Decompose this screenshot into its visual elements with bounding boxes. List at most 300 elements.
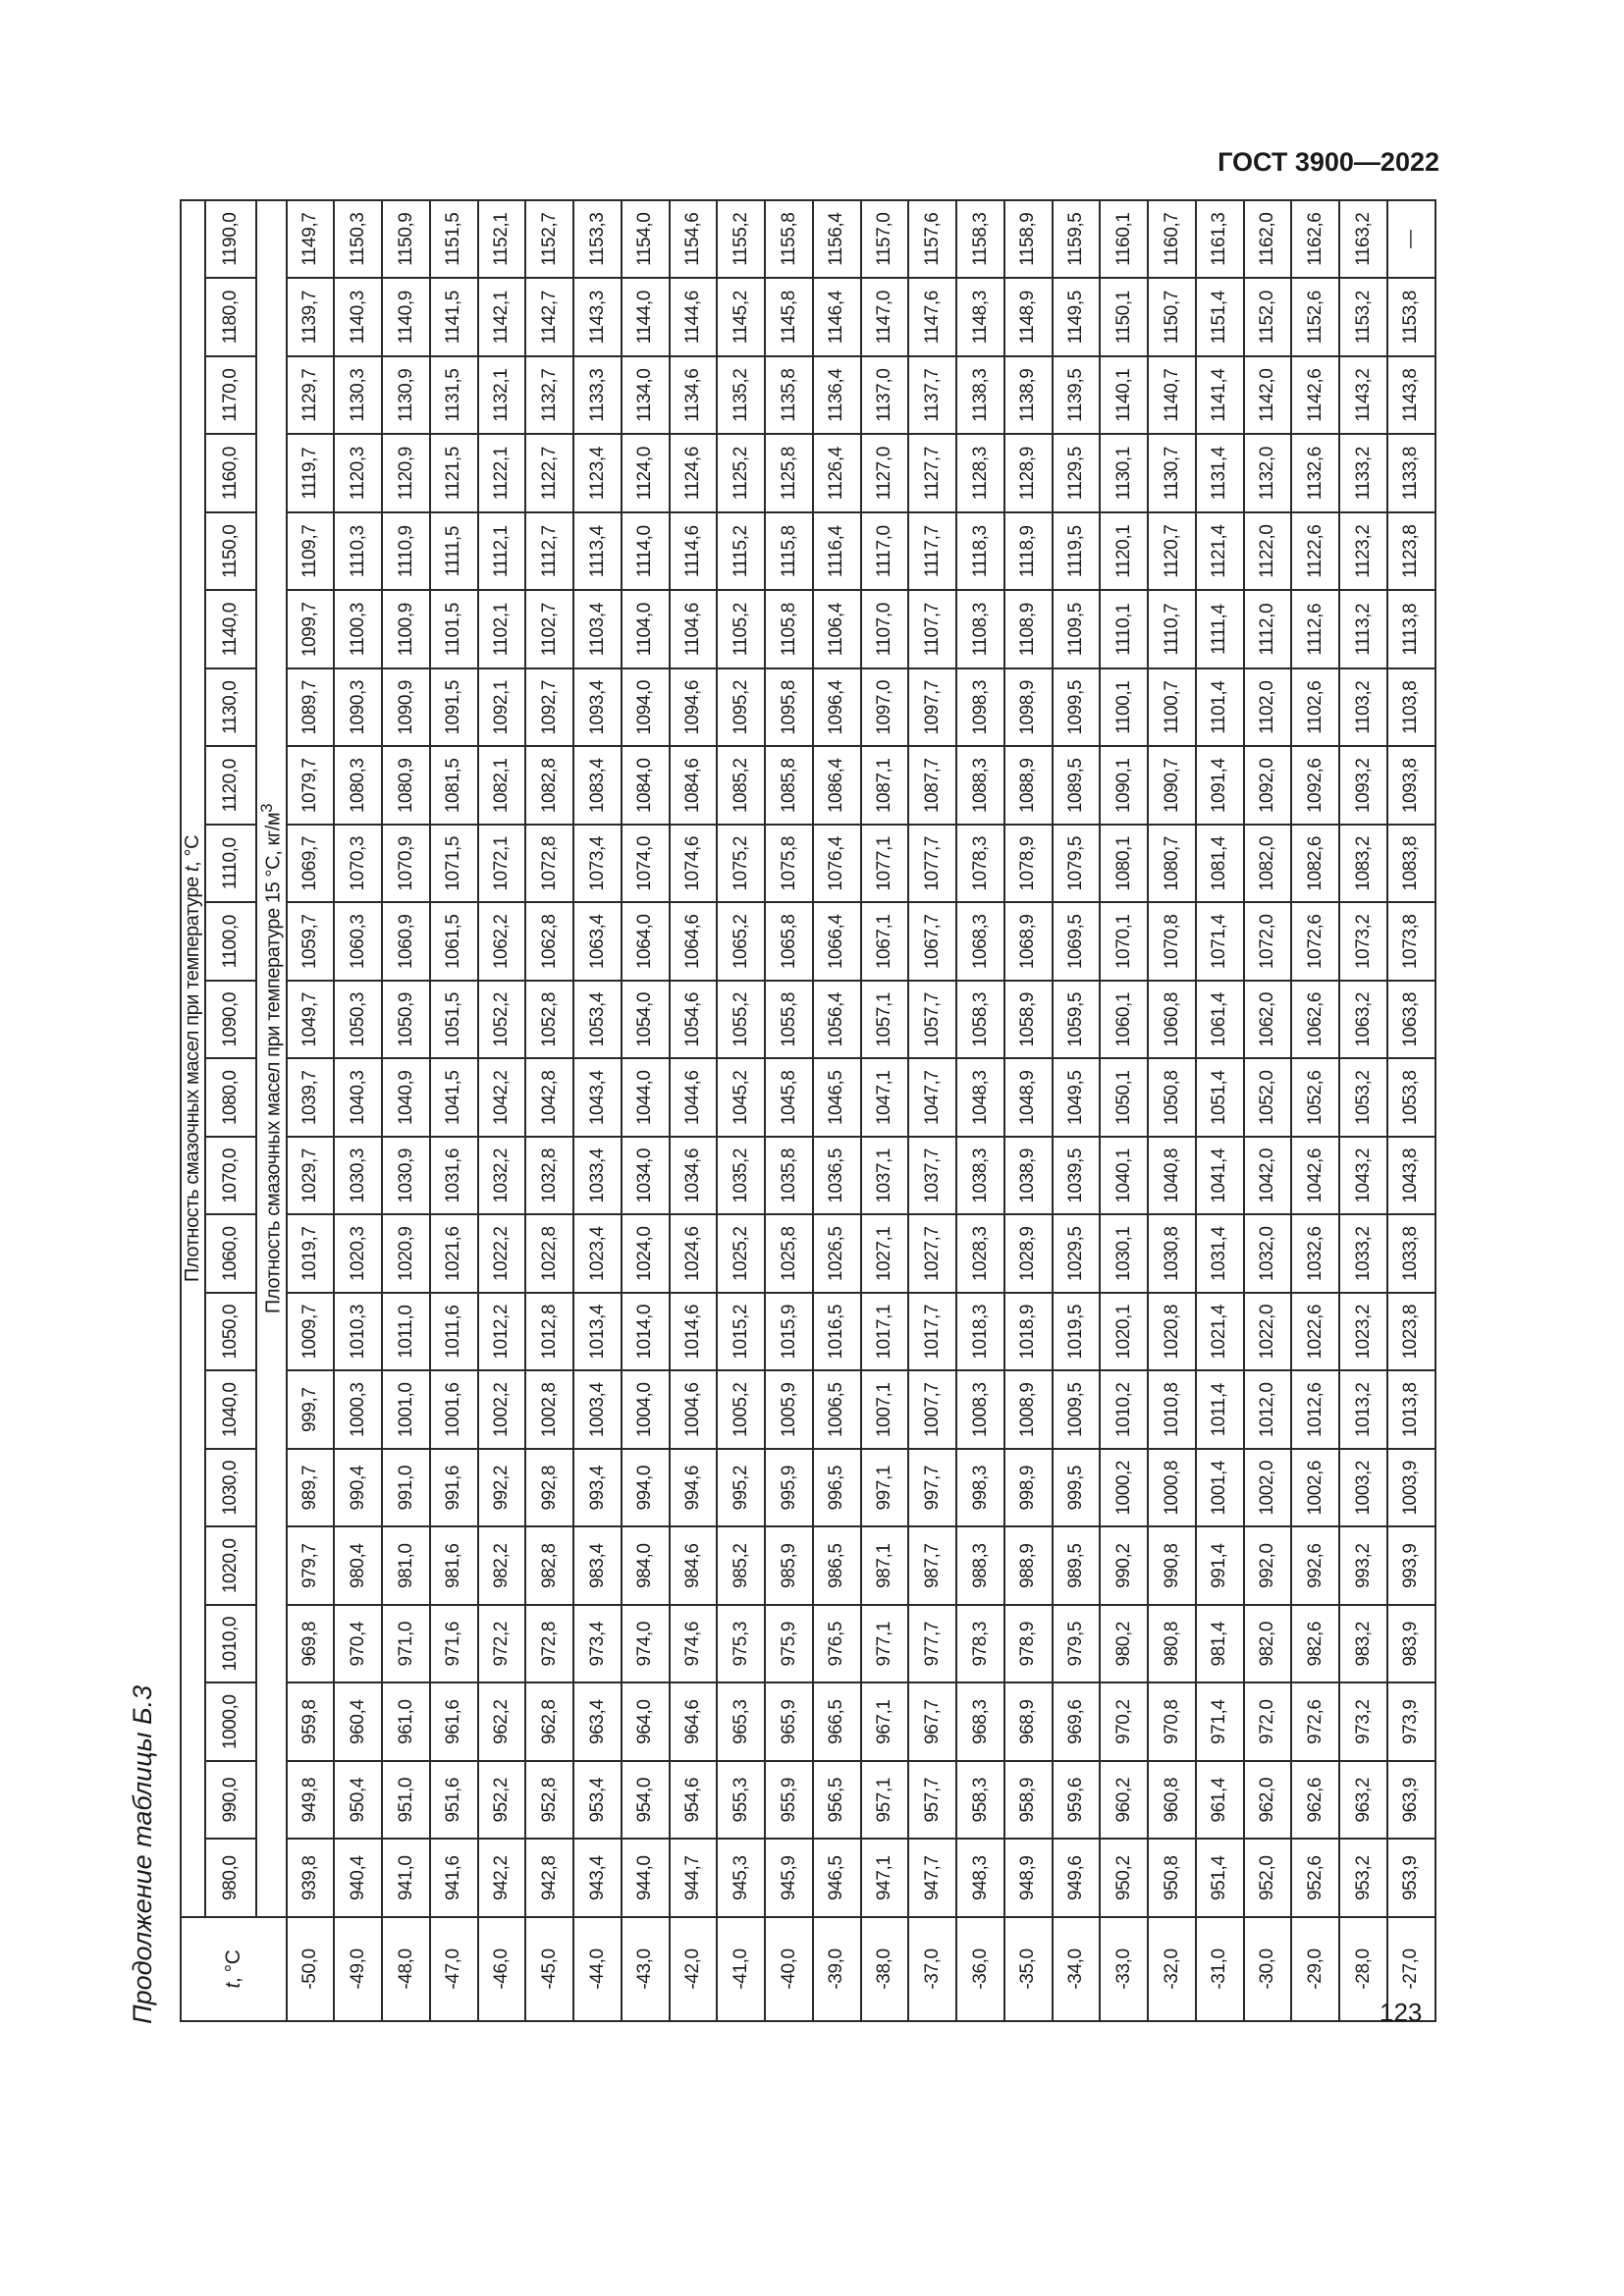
- density-cell: 1037,1: [861, 1137, 909, 1215]
- density-cell: 1129,5: [1053, 435, 1101, 513]
- density-cell: 973,4: [573, 1605, 622, 1683]
- density-cell: 1143,8: [1387, 356, 1435, 435]
- temperature-cell: -31,0: [1196, 1917, 1244, 2021]
- density-cell: 989,5: [1053, 1527, 1101, 1606]
- density-cell: 1047,7: [908, 1059, 956, 1138]
- density-cell: 1114,0: [622, 512, 670, 591]
- density-cell: 1003,9: [1387, 1449, 1435, 1527]
- density-cell: 1150,1: [1100, 279, 1148, 357]
- density-cell: 1073,2: [1339, 903, 1387, 982]
- density-cell: 961,0: [382, 1683, 430, 1762]
- density-cell: 1118,3: [956, 512, 1004, 591]
- density-cell: 1062,8: [525, 903, 573, 982]
- density-cell: 1153,2: [1339, 279, 1387, 357]
- density-cell: 969,8: [287, 1605, 335, 1683]
- temperature-cell: -45,0: [525, 1917, 573, 2021]
- density-cell: 988,9: [1004, 1527, 1053, 1606]
- density-cell: 983,2: [1339, 1605, 1387, 1683]
- density-cell: 1099,5: [1053, 668, 1101, 747]
- density-cell: 1126,4: [813, 435, 861, 513]
- density-cell: 1091,4: [1196, 747, 1244, 826]
- density-cell: 1044,6: [670, 1059, 718, 1138]
- density-cell: 952,2: [478, 1761, 526, 1840]
- density-cell: 997,7: [908, 1449, 956, 1527]
- column-header: 1030,0: [205, 1449, 256, 1527]
- density-cell: 946,5: [813, 1840, 861, 1918]
- density-cell: 1101,5: [430, 591, 478, 669]
- density-cell: 1133,2: [1339, 435, 1387, 513]
- density-cell: 1003,4: [573, 1371, 622, 1450]
- column-header-row: [205, 200, 256, 2021]
- density-cell: 968,9: [1004, 1683, 1053, 1762]
- density-cell: 1110,3: [334, 512, 382, 591]
- density-cell: 1061,5: [430, 903, 478, 982]
- temperature-header-unit: , °С: [221, 1949, 244, 1984]
- density-cell: 1083,8: [1387, 825, 1435, 903]
- density-cell: 1003,2: [1339, 1449, 1387, 1527]
- density-cell: 979,7: [287, 1527, 335, 1606]
- standard-code: ГОСТ 3900—2022: [1218, 147, 1439, 177]
- density-cell: 992,8: [525, 1449, 573, 1527]
- density-cell: 1011,0: [382, 1293, 430, 1371]
- density-cell: 1032,0: [1244, 1215, 1292, 1294]
- density-cell: 1071,4: [1196, 903, 1244, 982]
- density-cell: 1019,7: [287, 1215, 335, 1294]
- column-header: 1170,0: [205, 356, 256, 435]
- density-cell: 1019,5: [1053, 1293, 1101, 1371]
- temperature-cell: -33,0: [1100, 1917, 1148, 2021]
- density-cell: 945,9: [765, 1840, 813, 1918]
- density-cell: 1050,9: [382, 981, 430, 1059]
- density-cell: 1052,2: [478, 981, 526, 1059]
- temperature-cell: -47,0: [430, 1917, 478, 2021]
- density-cell: 1142,7: [525, 279, 573, 357]
- density-cell: 943,4: [573, 1840, 622, 1918]
- density-cell: 1138,3: [956, 356, 1004, 435]
- density-cell: 949,6: [1053, 1840, 1101, 1918]
- density-cell: 1032,6: [1291, 1215, 1339, 1294]
- density-cell: 951,0: [382, 1761, 430, 1840]
- density-cell: 1045,8: [765, 1059, 813, 1138]
- density-cell: 1023,2: [1339, 1293, 1387, 1371]
- density-cell: 1020,3: [334, 1215, 382, 1294]
- density-table-rotated: [180, 212, 1436, 2022]
- density-cell: 954,6: [670, 1761, 718, 1840]
- density-cell: 959,6: [1053, 1761, 1101, 1840]
- density-cell: 1083,2: [1339, 825, 1387, 903]
- density-cell: 995,9: [765, 1449, 813, 1527]
- density-cell: 1139,7: [287, 279, 335, 357]
- density-cell: 1124,6: [670, 435, 718, 513]
- density-cell: 1080,9: [382, 747, 430, 826]
- density-cell: 981,6: [430, 1527, 478, 1606]
- density-cell: 1033,2: [1339, 1215, 1387, 1294]
- density-cell: 1035,8: [765, 1137, 813, 1215]
- density-cell: 1137,7: [908, 356, 956, 435]
- density-cell: 1002,8: [525, 1371, 573, 1450]
- density-cell: 1135,2: [717, 356, 765, 435]
- density-cell: 1053,4: [573, 981, 622, 1059]
- density-cell: 1132,7: [525, 356, 573, 435]
- density-cell: 1145,2: [717, 279, 765, 357]
- density-cell: 1005,9: [765, 1371, 813, 1450]
- density-cell: 973,2: [1339, 1683, 1387, 1762]
- density-cell: 1100,3: [334, 591, 382, 669]
- density-cell: 1030,1: [1100, 1215, 1148, 1294]
- density-cell: 1152,0: [1244, 279, 1292, 357]
- density-cell: 1029,5: [1053, 1215, 1101, 1294]
- density-cell: 960,8: [1148, 1761, 1196, 1840]
- temperature-cell: -46,0: [478, 1917, 526, 2021]
- density-cell: 955,9: [765, 1761, 813, 1840]
- density-cell: 977,7: [908, 1605, 956, 1683]
- density-cell: 1117,0: [861, 512, 909, 591]
- density-cell: 1006,5: [813, 1371, 861, 1450]
- density-cell: 990,2: [1100, 1527, 1148, 1606]
- density-cell: 1056,4: [813, 981, 861, 1059]
- density-cell: 1139,5: [1053, 356, 1101, 435]
- density-cell: 1050,8: [1148, 1059, 1196, 1138]
- density-cell: 998,9: [1004, 1449, 1053, 1527]
- density-cell: 986,5: [813, 1527, 861, 1606]
- density-cell: 1000,8: [1148, 1449, 1196, 1527]
- density-cell: 987,7: [908, 1527, 956, 1606]
- density-cell: 978,9: [1004, 1605, 1053, 1683]
- density-cell: 1053,2: [1339, 1059, 1387, 1138]
- density-cell: 998,3: [956, 1449, 1004, 1527]
- density-cell: 965,3: [717, 1683, 765, 1762]
- column-header: 1140,0: [205, 591, 256, 669]
- density-cell: 1131,5: [430, 356, 478, 435]
- column-header: 1020,0: [205, 1527, 256, 1606]
- density-cell: 1140,1: [1100, 356, 1148, 435]
- density-cell: 956,5: [813, 1761, 861, 1840]
- density-cell: 1145,8: [765, 279, 813, 357]
- density-cell: 1022,6: [1291, 1293, 1339, 1371]
- density-cell: 1020,1: [1100, 1293, 1148, 1371]
- density-cell: 1140,7: [1148, 356, 1196, 435]
- density-cell: 1057,1: [861, 981, 909, 1059]
- density-cell: 1027,7: [908, 1215, 956, 1294]
- header-row-top: [181, 200, 205, 2021]
- density-cell: 1062,2: [478, 903, 526, 982]
- column-header: 1110,0: [205, 825, 256, 903]
- density-cell: 1155,8: [765, 200, 813, 279]
- density-cell: 1042,0: [1244, 1137, 1292, 1215]
- density-cell: 1022,0: [1244, 1293, 1292, 1371]
- table-row: [813, 200, 861, 2021]
- density-cell: 990,4: [334, 1449, 382, 1527]
- density-cell: 1010,8: [1148, 1371, 1196, 1450]
- density-cell: 1107,0: [861, 591, 909, 669]
- density-cell: 970,8: [1148, 1683, 1196, 1762]
- density-cell: 1085,8: [765, 747, 813, 826]
- density-cell: 1146,4: [813, 279, 861, 357]
- density-cell: 1034,6: [670, 1137, 718, 1215]
- density-cell: 1085,2: [717, 747, 765, 826]
- density-cell: 1095,8: [765, 668, 813, 747]
- table-row: [1148, 200, 1196, 2021]
- density-cell: 1137,0: [861, 356, 909, 435]
- density-cell: 1008,3: [956, 1371, 1004, 1450]
- temperature-cell: -35,0: [1004, 1917, 1053, 2021]
- density-cell: 996,5: [813, 1449, 861, 1527]
- density-cell: 949,8: [287, 1761, 335, 1840]
- density-cell: 1015,9: [765, 1293, 813, 1371]
- density-cell: 1129,7: [287, 356, 335, 435]
- density-cell: 1060,3: [334, 903, 382, 982]
- density-cell: 964,6: [670, 1683, 718, 1762]
- column-header: 1060,0: [205, 1215, 256, 1294]
- density-cell: 1016,5: [813, 1293, 861, 1371]
- density-cell: 1108,3: [956, 591, 1004, 669]
- density-cell: 984,6: [670, 1527, 718, 1606]
- density-cell: 1027,1: [861, 1215, 909, 1294]
- density-cell: 1142,6: [1291, 356, 1339, 435]
- density-cell: 963,2: [1339, 1761, 1387, 1840]
- density-cell: 1050,1: [1100, 1059, 1148, 1138]
- density-cell: 1004,6: [670, 1371, 718, 1450]
- density-cell: 1113,8: [1387, 591, 1435, 669]
- density-cell: 941,0: [382, 1840, 430, 1918]
- density-cell: 1156,4: [813, 200, 861, 279]
- table-row: [430, 200, 478, 2021]
- density-cell: 983,9: [1387, 1605, 1435, 1683]
- density-cell: 1052,8: [525, 981, 573, 1059]
- density-cell: 1087,1: [861, 747, 909, 826]
- density-cell: 963,9: [1387, 1761, 1435, 1840]
- density-cell: 1084,0: [622, 747, 670, 826]
- density-cell: 1050,3: [334, 981, 382, 1059]
- density-cell: 1037,7: [908, 1137, 956, 1215]
- density-cell: —: [1387, 200, 1435, 279]
- density-cell: 1035,2: [717, 1137, 765, 1215]
- top-density-header: [181, 200, 205, 1917]
- density-cell: 1110,9: [382, 512, 430, 591]
- density-cell: 1041,4: [1196, 1137, 1244, 1215]
- table-row: [956, 200, 1004, 2021]
- density-cell: 1020,8: [1148, 1293, 1196, 1371]
- density-cell: 1030,3: [334, 1137, 382, 1215]
- density-cell: 958,3: [956, 1761, 1004, 1840]
- density-cell: 1013,4: [573, 1293, 622, 1371]
- density-cell: 1098,9: [1004, 668, 1053, 747]
- density-cell: 975,9: [765, 1605, 813, 1683]
- density-cell: 994,6: [670, 1449, 718, 1527]
- density-cell: 1125,8: [765, 435, 813, 513]
- density-cell: 970,4: [334, 1605, 382, 1683]
- density-cell: 1151,4: [1196, 279, 1244, 357]
- density-cell: 1102,1: [478, 591, 526, 669]
- density-cell: 1162,6: [1291, 200, 1339, 279]
- density-cell: 1069,7: [287, 825, 335, 903]
- density-cell: 1062,6: [1291, 981, 1339, 1059]
- density-cell: 1158,9: [1004, 200, 1053, 279]
- density-cell: 990,8: [1148, 1527, 1196, 1606]
- density-cell: 954,0: [622, 1761, 670, 1840]
- temperature-cell: -39,0: [813, 1917, 861, 2021]
- density-cell: 1015,2: [717, 1293, 765, 1371]
- density-cell: 941,6: [430, 1840, 478, 1918]
- density-cell: 1100,1: [1100, 668, 1148, 747]
- density-cell: 1055,8: [765, 981, 813, 1059]
- density-cell: 1089,7: [287, 668, 335, 747]
- density-cell: 1096,4: [813, 668, 861, 747]
- density-cell: 961,6: [430, 1683, 478, 1762]
- density-cell: 939,8: [287, 1840, 335, 1918]
- density-cell: 1152,6: [1291, 279, 1339, 357]
- density-cell: 1147,0: [861, 279, 909, 357]
- density-cell: 953,2: [1339, 1840, 1387, 1918]
- density-cell: 1093,2: [1339, 747, 1387, 826]
- top-header-unit: , °С: [182, 834, 203, 867]
- density-cell: 1149,5: [1053, 279, 1101, 357]
- density-cell: 971,6: [430, 1605, 478, 1683]
- temperature-header-italic: t: [221, 1983, 244, 1989]
- density-cell: 1061,4: [1196, 981, 1244, 1059]
- density-cell: 982,6: [1291, 1605, 1339, 1683]
- density-cell: 947,1: [861, 1840, 909, 1918]
- density-cell: 1034,0: [622, 1137, 670, 1215]
- density-cell: 1077,7: [908, 825, 956, 903]
- density-cell: 1042,8: [525, 1059, 573, 1138]
- density-cell: 1134,0: [622, 356, 670, 435]
- density-cell: 1120,1: [1100, 512, 1148, 591]
- density-cell: 1150,9: [382, 200, 430, 279]
- density-cell: 1067,7: [908, 903, 956, 982]
- density-cell: 1066,4: [813, 903, 861, 982]
- table-row: [382, 200, 430, 2021]
- density-cell: 1023,4: [573, 1215, 622, 1294]
- column-header: 1190,0: [205, 200, 256, 279]
- density-cell: 1092,7: [525, 668, 573, 747]
- density-cell: 1079,7: [287, 747, 335, 826]
- density-cell: 1025,2: [717, 1215, 765, 1294]
- density-cell: 993,2: [1339, 1527, 1387, 1606]
- density-cell: 948,3: [956, 1840, 1004, 1918]
- density-cell: 1081,4: [1196, 825, 1244, 903]
- density-cell: 980,4: [334, 1527, 382, 1606]
- density-cell: 1048,9: [1004, 1059, 1053, 1138]
- density-cell: 1014,6: [670, 1293, 718, 1371]
- density-cell: 1107,7: [908, 591, 956, 669]
- density-cell: 1152,1: [478, 200, 526, 279]
- column-header: 1010,0: [205, 1605, 256, 1683]
- density-cell: 1127,7: [908, 435, 956, 513]
- density-cell: 1094,6: [670, 668, 718, 747]
- table-row: [622, 200, 670, 2021]
- density-cell: 980,2: [1100, 1605, 1148, 1683]
- density-cell: 1144,6: [670, 279, 718, 357]
- density-cell: 1143,2: [1339, 356, 1387, 435]
- density-cell: 1074,6: [670, 825, 718, 903]
- temperature-header: [181, 1917, 287, 2021]
- table-row: [861, 200, 909, 2021]
- density-cell: 952,8: [525, 1761, 573, 1840]
- density-cell: 1063,2: [1339, 981, 1387, 1059]
- density-cell: 1112,7: [525, 512, 573, 591]
- density-cell: 1052,6: [1291, 1059, 1339, 1138]
- density-cell: 1123,2: [1339, 512, 1387, 591]
- column-header: 1180,0: [205, 279, 256, 357]
- column-header: 980,0: [205, 1840, 256, 1918]
- density-cell: 1102,6: [1291, 668, 1339, 747]
- density-cell: 1054,0: [622, 981, 670, 1059]
- density-cell: 1013,8: [1387, 1371, 1435, 1450]
- density-cell: 948,9: [1004, 1840, 1053, 1918]
- temperature-cell: -38,0: [861, 1917, 909, 2021]
- density-cell: 1075,2: [717, 825, 765, 903]
- density-cell: 962,0: [1244, 1761, 1292, 1840]
- density-cell: 1041,5: [430, 1059, 478, 1138]
- density-cell: 1065,8: [765, 903, 813, 982]
- density-cell: 1001,6: [430, 1371, 478, 1450]
- density-cell: 1119,7: [287, 435, 335, 513]
- density-cell: 950,8: [1148, 1840, 1196, 1918]
- column-header: 1160,0: [205, 435, 256, 513]
- density-cell: 1130,7: [1148, 435, 1196, 513]
- density-cell: 1055,2: [717, 981, 765, 1059]
- density-cell: 1102,0: [1244, 668, 1292, 747]
- density-cell: 952,6: [1291, 1840, 1339, 1918]
- density-cell: 988,3: [956, 1527, 1004, 1606]
- density-cell: 1001,0: [382, 1371, 430, 1450]
- density-cell: 1024,0: [622, 1215, 670, 1294]
- density-cell: 1142,0: [1244, 356, 1292, 435]
- density-cell: 1104,0: [622, 591, 670, 669]
- density-cell: 1024,6: [670, 1215, 718, 1294]
- table-row: [1291, 200, 1339, 2021]
- density-cell: 1018,9: [1004, 1293, 1053, 1371]
- density-cell: 1068,3: [956, 903, 1004, 982]
- density-cell: 1049,5: [1053, 1059, 1101, 1138]
- density-cell: 1092,6: [1291, 747, 1339, 826]
- density-cell: 1068,9: [1004, 903, 1053, 982]
- density-cell: 1072,1: [478, 825, 526, 903]
- density-cell: 1111,4: [1196, 591, 1244, 669]
- table-caption: Продолжение таблицы Б.3: [128, 1684, 157, 2024]
- density-cell: 1152,7: [525, 200, 573, 279]
- density-cell: 1105,8: [765, 591, 813, 669]
- density-cell: 1009,5: [1053, 1371, 1101, 1450]
- density-cell: 1158,3: [956, 200, 1004, 279]
- density-cell: 1021,6: [430, 1215, 478, 1294]
- density-cell: 994,0: [622, 1449, 670, 1527]
- density-cell: 959,8: [287, 1683, 335, 1762]
- density-cell: 940,4: [334, 1840, 382, 1918]
- density-cell: 1115,2: [717, 512, 765, 591]
- density-cell: 1154,6: [670, 200, 718, 279]
- density-cell: 1106,4: [813, 591, 861, 669]
- density-cell: 1098,3: [956, 668, 1004, 747]
- density-cell: 960,2: [1100, 1761, 1148, 1840]
- density-cell: 985,2: [717, 1527, 765, 1606]
- density-cell: 965,9: [765, 1683, 813, 1762]
- temperature-cell: -40,0: [765, 1917, 813, 2021]
- density-cell: 1049,7: [287, 981, 335, 1059]
- density-cell: 1039,5: [1053, 1137, 1101, 1215]
- density-cell: 1115,8: [765, 512, 813, 591]
- density-cell: 1081,5: [430, 747, 478, 826]
- density-cell: 1153,3: [573, 200, 622, 279]
- density-cell: 1030,8: [1148, 1215, 1196, 1294]
- density-cell: 1121,4: [1196, 512, 1244, 591]
- density-cell: 962,2: [478, 1683, 526, 1762]
- page-number: 123: [1380, 1998, 1423, 2027]
- sub-header-sup: 3: [257, 803, 276, 813]
- density-cell: 1032,2: [478, 1137, 526, 1215]
- density-cell: 1097,0: [861, 668, 909, 747]
